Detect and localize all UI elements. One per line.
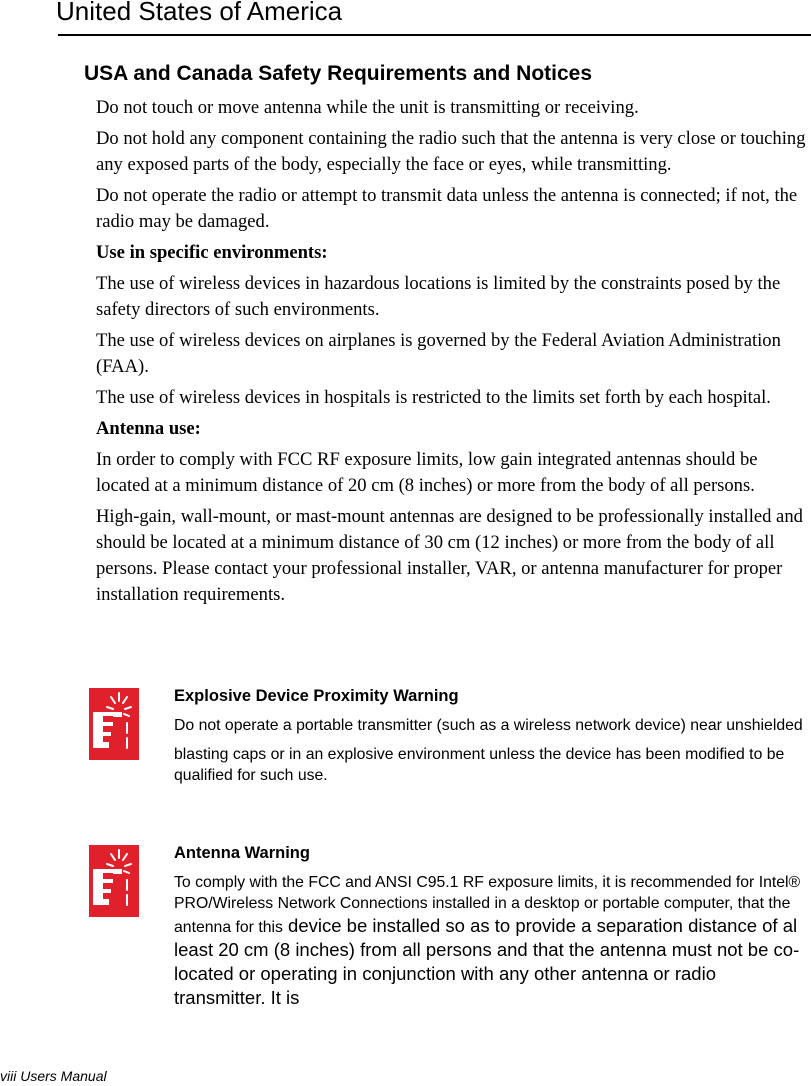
- subheading-antenna-use: Antenna use:: [96, 418, 201, 439]
- paragraph-antenna-connected: Do not operate the radio or attempt to transmit data unless the antenna is connected; if not, the radio may be damaged.: [96, 185, 798, 232]
- header-title: United States of America: [56, 0, 343, 26]
- paragraph-hospitals: The use of wireless devices in hospitals is restricted to the limits set forth by each hospital.: [96, 387, 771, 408]
- paragraph-high-gain: High-gain, wall-mount, or mast-mount antennas are designed to be professionally installed and should be located at a minimum distance of 30 cm (12 inches) or more from the body of all persons. Please contact your professional installer, VAR, or antenna manufacturer for proper installation requirements.: [96, 506, 803, 605]
- paragraph-hazardous: The use of wireless devices in hazardous locations is limited by the constraints posed by the safety directors of such environments.: [96, 273, 781, 320]
- safety-body: [96, 95, 810, 613]
- antenna-warning-p1: [174, 872, 810, 1010]
- paragraph-antenna-touch: Do not touch or move antenna while the unit is transmitting or receiving.: [96, 97, 639, 118]
- subheading-environments: Use in specific environments:: [96, 242, 328, 263]
- paragraph-airplanes: The use of wireless devices on airplanes is governed by the Federal Aviation Administration (FAA).: [96, 330, 781, 377]
- explosion-hand-warning-icon: [89, 688, 139, 760]
- paragraph-component-hold: Do not hold any component containing the radio such that the antenna is very close or touching any exposed parts of the body, especially the face or eyes, while transmitting.: [96, 128, 806, 175]
- antenna-warning-p1-small: To comply with the FCC and ANSI C95.1 RF exposure limits, it is recommended for Intel® PRO/Wireless Network Connections installed in a desktop or portable computer, that the antenna for this: [174, 874, 801, 936]
- explosive-warning: [174, 686, 810, 794]
- section-title: USA and Canada Safety Requirements and Notices: [84, 62, 593, 85]
- explosion-hand-warning-icon: [89, 845, 139, 917]
- antenna-warning-p1-large: device be installed so as to provide a separation distance of al least 20 cm (8 inches) from all persons and that the antenna must not be co-located or operating in conjunction with any other antenna or radio transmitter. It is: [174, 915, 800, 1008]
- header-divider: [58, 34, 811, 36]
- explosive-warning-p1: Do not operate a portable transmitter (such as a wireless network device) near unshielded: [174, 717, 803, 734]
- explosive-warning-title: Explosive Device Proximity Warning: [174, 687, 459, 705]
- antenna-warning-title: Antenna Warning: [174, 844, 310, 862]
- paragraph-low-gain: In order to comply with FCC RF exposure limits, low gain integrated antennas should be located at a minimum distance of 20 cm (8 inches) or more from the body of all persons.: [96, 449, 758, 496]
- explosive-warning-p2: blasting caps or in an explosive environment unless the device has been modified to be qualified for such use.: [174, 746, 785, 784]
- antenna-warning: [174, 843, 810, 1018]
- page-footer: viii Users Manual: [0, 1068, 107, 1084]
